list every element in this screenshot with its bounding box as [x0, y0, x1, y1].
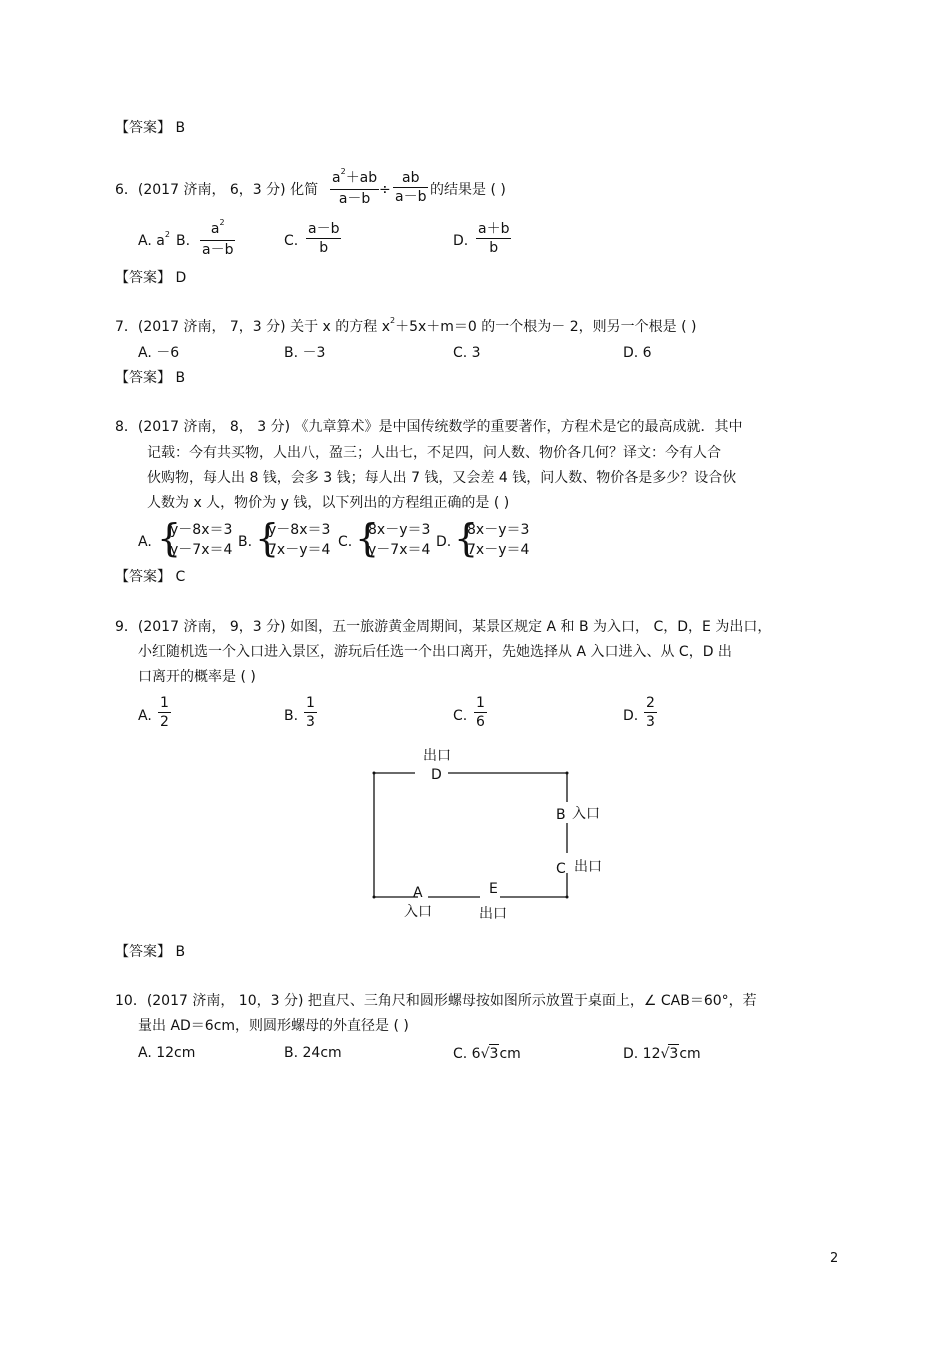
q6-option-c-frac: $\frac{a-b}{b}$	[308, 221, 340, 256]
scenic-area-lines	[360, 745, 620, 930]
q8-line-4: 人数为 x 人，物价为 y 钱，以下列出的方程组正确的是 ( )	[147, 495, 510, 511]
point-c: C	[556, 861, 566, 877]
entrance-label-a: 入口	[404, 904, 432, 920]
answer-9: 【答案】 B	[115, 944, 186, 960]
exit-label-c: 出口	[574, 859, 602, 875]
q6-stem: 6．(2017 济南， 6，3 分) 化简	[115, 182, 319, 198]
q6-div: ÷	[379, 182, 391, 198]
q10-option-c: C. 6√3cm	[453, 1046, 521, 1062]
q10-option-b: B. 24cm	[284, 1045, 342, 1061]
q9-option-b-frac: $\frac{1}{3}$	[306, 695, 315, 730]
answer-5: 【答案】 B	[115, 120, 186, 136]
q7-option-a: A. －6	[138, 345, 180, 361]
q8-line-3: 伙购物，每人出 8 钱，会多 3 钱；每人出 7 钱，又会差 4 钱，问人数、物价各是多少？设合伙	[147, 470, 737, 486]
q8-option-a-label: A.	[138, 534, 152, 550]
scenic-area-diagram	[360, 745, 620, 930]
point-a: A	[413, 885, 423, 901]
point-b: B	[556, 807, 566, 823]
q6-option-d-frac: $\frac{a+b}{b}$	[478, 221, 510, 256]
q8-option-d-brace: {	[454, 516, 479, 560]
q6-tail: 的结果是 ( )	[430, 182, 506, 198]
page-number: 2	[830, 1251, 839, 1266]
q8-line-1: 8．(2017 济南， 8， 3 分) 《九章算术》是中国传统数学的重要著作，方程术是它的最高成就．其中	[115, 419, 743, 435]
q8-line-2: 记载：今有共买物，人出八，盈三；人出七，不足四，问人数、物价各几何？译文：今有人合	[147, 445, 721, 461]
q6-option-c-label: C.	[284, 233, 299, 249]
answer-6: 【答案】 D	[115, 270, 187, 286]
q6-option-d-label: D.	[453, 233, 469, 249]
q7-stem: 7．(2017 济南， 7，3 分) 关于 x 的方程 $x^2+5x+m=0$ 的一个根为－ 2，则另一个根是 ( )	[115, 316, 697, 335]
point-e: E	[489, 881, 498, 897]
exit-label-e: 出口	[479, 906, 507, 922]
q6-option-a: A. $a^2$	[138, 230, 170, 249]
q9-option-a-label: A.	[138, 708, 152, 724]
q8-option-a-system: y－8x＝3 y－7x＝4	[170, 522, 233, 558]
q8-option-b-label: B.	[238, 534, 253, 550]
q9-option-a-frac: $\frac{1}{2}$	[160, 695, 169, 730]
q9-option-b-label: B.	[284, 708, 299, 724]
q10-option-a: A. 12cm	[138, 1045, 196, 1061]
q10-line-2: 量出 AD＝6cm，则圆形螺母的外直径是 ( )	[138, 1018, 409, 1034]
q7-option-b: B. －3	[284, 345, 326, 361]
q10-option-d: D. 12√3cm	[623, 1046, 701, 1062]
q9-line-1: 9．(2017 济南， 9，3 分) 如图，五一旅游黄金周期间，某景区规定 A 和 B 为入口， C，D，E 为出口，	[115, 619, 772, 635]
answer-7: 【答案】 B	[115, 370, 186, 386]
q9-line-2: 小红随机选一个入口进入景区，游玩后任选一个出口离开，先她选择从 A 入口进入、从 C，D 出	[138, 644, 732, 660]
q7-option-d: D. 6	[623, 345, 652, 361]
q8-option-b-system: y－8x＝3 7x－y＝4	[268, 522, 331, 558]
q8-option-d-label: D.	[436, 534, 452, 550]
q10-line-1: 10．(2017 济南， 10，3 分) 把直尺、三角尺和圆形螺母按如图所示放置于桌面上，∠ CAB＝60°，若	[115, 993, 757, 1009]
entrance-label-b: 入口	[572, 806, 600, 822]
q9-line-3: 口离开的概率是 ( )	[138, 669, 256, 685]
q8-option-c-label: C.	[338, 534, 353, 550]
q9-option-d-frac: $\frac{2}{3}$	[646, 695, 655, 730]
q8-option-b-brace: {	[255, 516, 280, 560]
answer-8: 【答案】 C	[115, 569, 186, 585]
q6-option-b-label: B.	[176, 233, 191, 249]
q6-option-b-frac: $\frac{a^2}{a-b}$	[202, 218, 234, 258]
q6-frac1: $\frac{a^2+ab}{a-b}$	[332, 167, 378, 207]
q9-option-d-label: D.	[623, 708, 639, 724]
q7-option-c: C. 3	[453, 345, 481, 361]
q6-frac2: $\frac{ab}{a-b}$	[395, 170, 427, 205]
q8-option-c-brace: {	[355, 516, 380, 560]
q9-option-c-label: C.	[453, 708, 468, 724]
q8-option-d-system: 8x－y＝3 7x－y＝4	[467, 522, 530, 558]
q9-option-c-frac: $\frac{1}{6}$	[476, 695, 485, 730]
q8-option-a-brace: {	[157, 516, 182, 560]
point-d: D	[431, 767, 442, 783]
exit-label-d: 出口	[423, 748, 451, 764]
q8-option-c-system: 8x－y＝3 y－7x＝4	[368, 522, 431, 558]
